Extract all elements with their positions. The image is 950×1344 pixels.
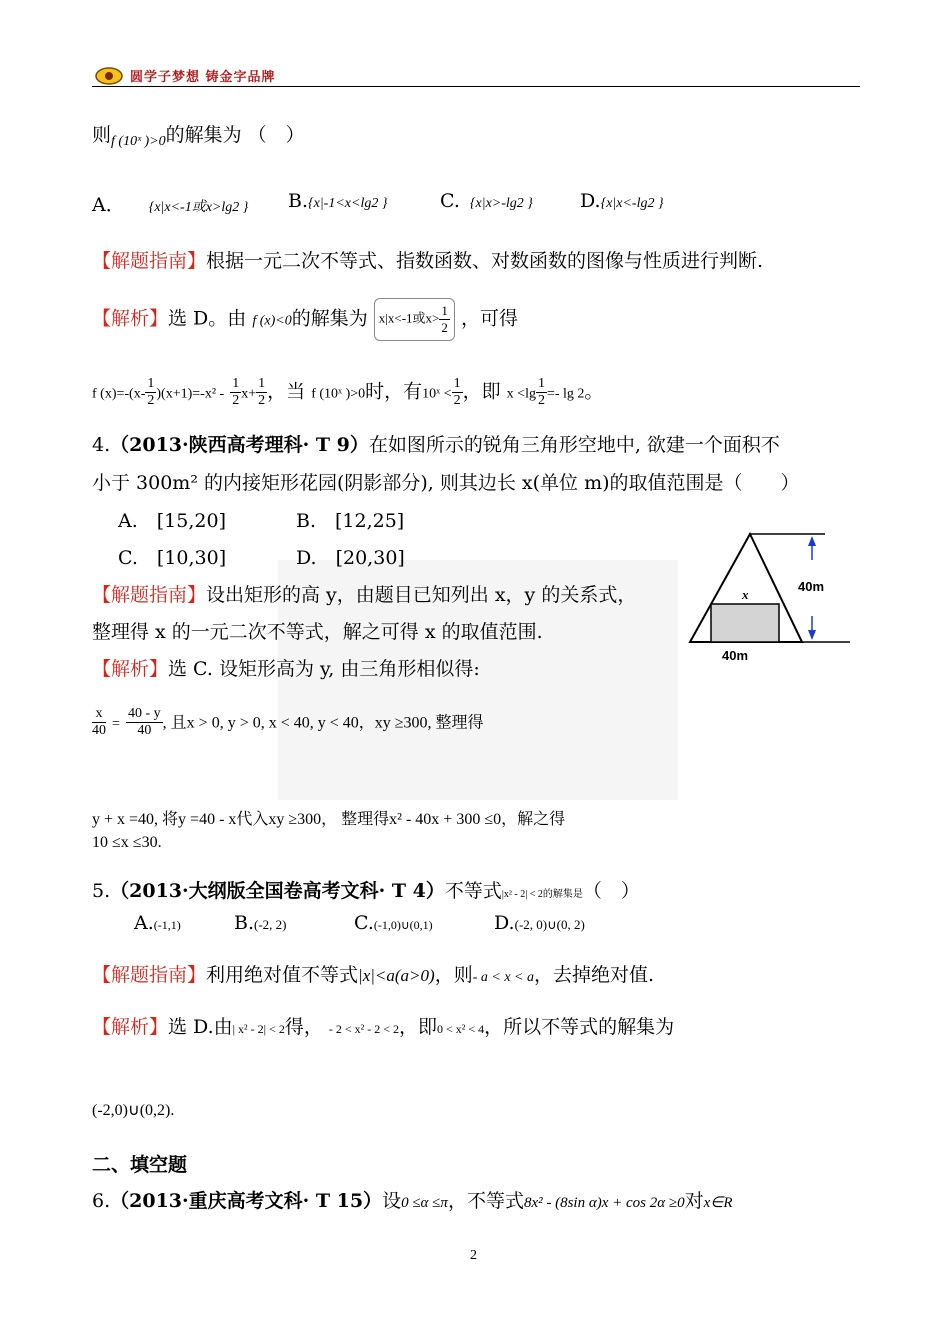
q4-option-c: C. [10,30] [118,547,227,569]
option-d: D.{x|x<-lg2 } [580,190,664,212]
q4-option-b: B. [12,25] [296,510,405,532]
q4-option-d: D. [20,30] [296,547,405,569]
options-row-1: A． {x|x<-1或x>lg2 } [92,194,249,216]
option-c: C. {x|x>-lg2 } [440,190,533,212]
q5-option-d: D.(-2, 0)∪(0, 2) [494,912,585,934]
solution-derivation-1: f (x)=-(x- $\frac{1}{2}$ )(x+1)=-x² - $\frac{1}{2}$ x+ $\frac{1}{2}$ ，当 f (10ˣ )>0时，有10ˣ < $\frac{1}{2}$ ，即 x <lg $\frac{1}{2}$ =- lg 2。 [92,376,604,408]
hint-block-5: 【解题指南】利用绝对值不等式|x|<a(a>0)，则- a < x < a，去掉绝对值. [92,964,655,986]
solution-block-5: 【解析】选 D.由| x² - 2| < 2得， - 2 < x² - 2 < 2，即0 < x² < 4，所以不等式的解集为 [92,1016,675,1038]
figure-width-label: 40m [722,648,749,663]
question-6: 6.（2013·重庆高考文科· T 15）设0 ≤α ≤π，不等式8x² - (8sin α)x + cos 2α ≥0对x∈R [92,1190,733,1212]
hint-block-4-line-1: 【解题指南】设出矩形的高 y，由题目已知列出 x，y 的关系式， [92,584,637,606]
q5-option-c: C.(-1,0)∪(0,1) [354,912,433,934]
question-4-line-1: 4.（2013·陕西高考理科· T 9）在如图所示的锐角三角形空地中, 欲建一个面积不 [92,434,780,456]
q5-option-b: B.(-2, 2) [234,912,287,934]
q4-option-a: A. [15,20] [118,510,226,532]
question-tail: 则$_{f (10ˣ )>0}$的解集为 （ ） [92,124,305,149]
solution-4-equation: $\frac{x}{40}$ = $\frac{40 - y}{40}$ , 且x > 0, y > 0, x < 40, y < 40，xy ≥300, 整理得 [92,706,484,738]
figure-height-label: 40m [798,579,825,594]
hint-block-1: 【解题指南】根据一元二次不等式、指数函数、对数函数的图像与性质进行判断. [92,250,764,272]
solution-block-4: 【解析】选 C. 设矩形高为 y, 由三角形相似得: [92,658,480,680]
brand-slogan: 圆学子梦想 铸金字品牌 [130,70,276,85]
question-4-line-2: 小于 300m² 的内接矩形花园(阴影部分), 则其边长 x(单位 m)的取值范围是（ ） [92,472,800,494]
solution-4-line-2: y + x =40, 将y =40 - x代入xy ≥300， 整理得x² - 40x + 300 ≤0，解之得 [92,811,566,828]
solution-5-answer: (-2,0)∪(0,2). [92,1102,175,1119]
page-number: 2 [470,1248,477,1263]
section-title: 二、填空题 [92,1154,188,1176]
triangle-figure [680,520,860,670]
question-5: 5.（2013·大纲版全国卷高考文科· T 4）不等式|x² - 2| < 2的解集是（ ） [92,880,640,902]
solution-4-line-3: 10 ≤x ≤30. [92,834,162,851]
figure-x-label: x [742,587,749,602]
hint-block-4-line-2: 整理得 x 的一元二次不等式，解之可得 x 的取值范围. [92,621,543,643]
header-rule [92,86,860,87]
solution-block-1: 【解析】选 D。由 f (x)<0的解集为 x|x<-1或x> $\frac{1}{2}$ ，可得 [92,298,518,341]
option-b: B.{x|-1<x<lg2 } [288,190,388,212]
q5-option-a: A.(-1,1) [134,912,181,934]
